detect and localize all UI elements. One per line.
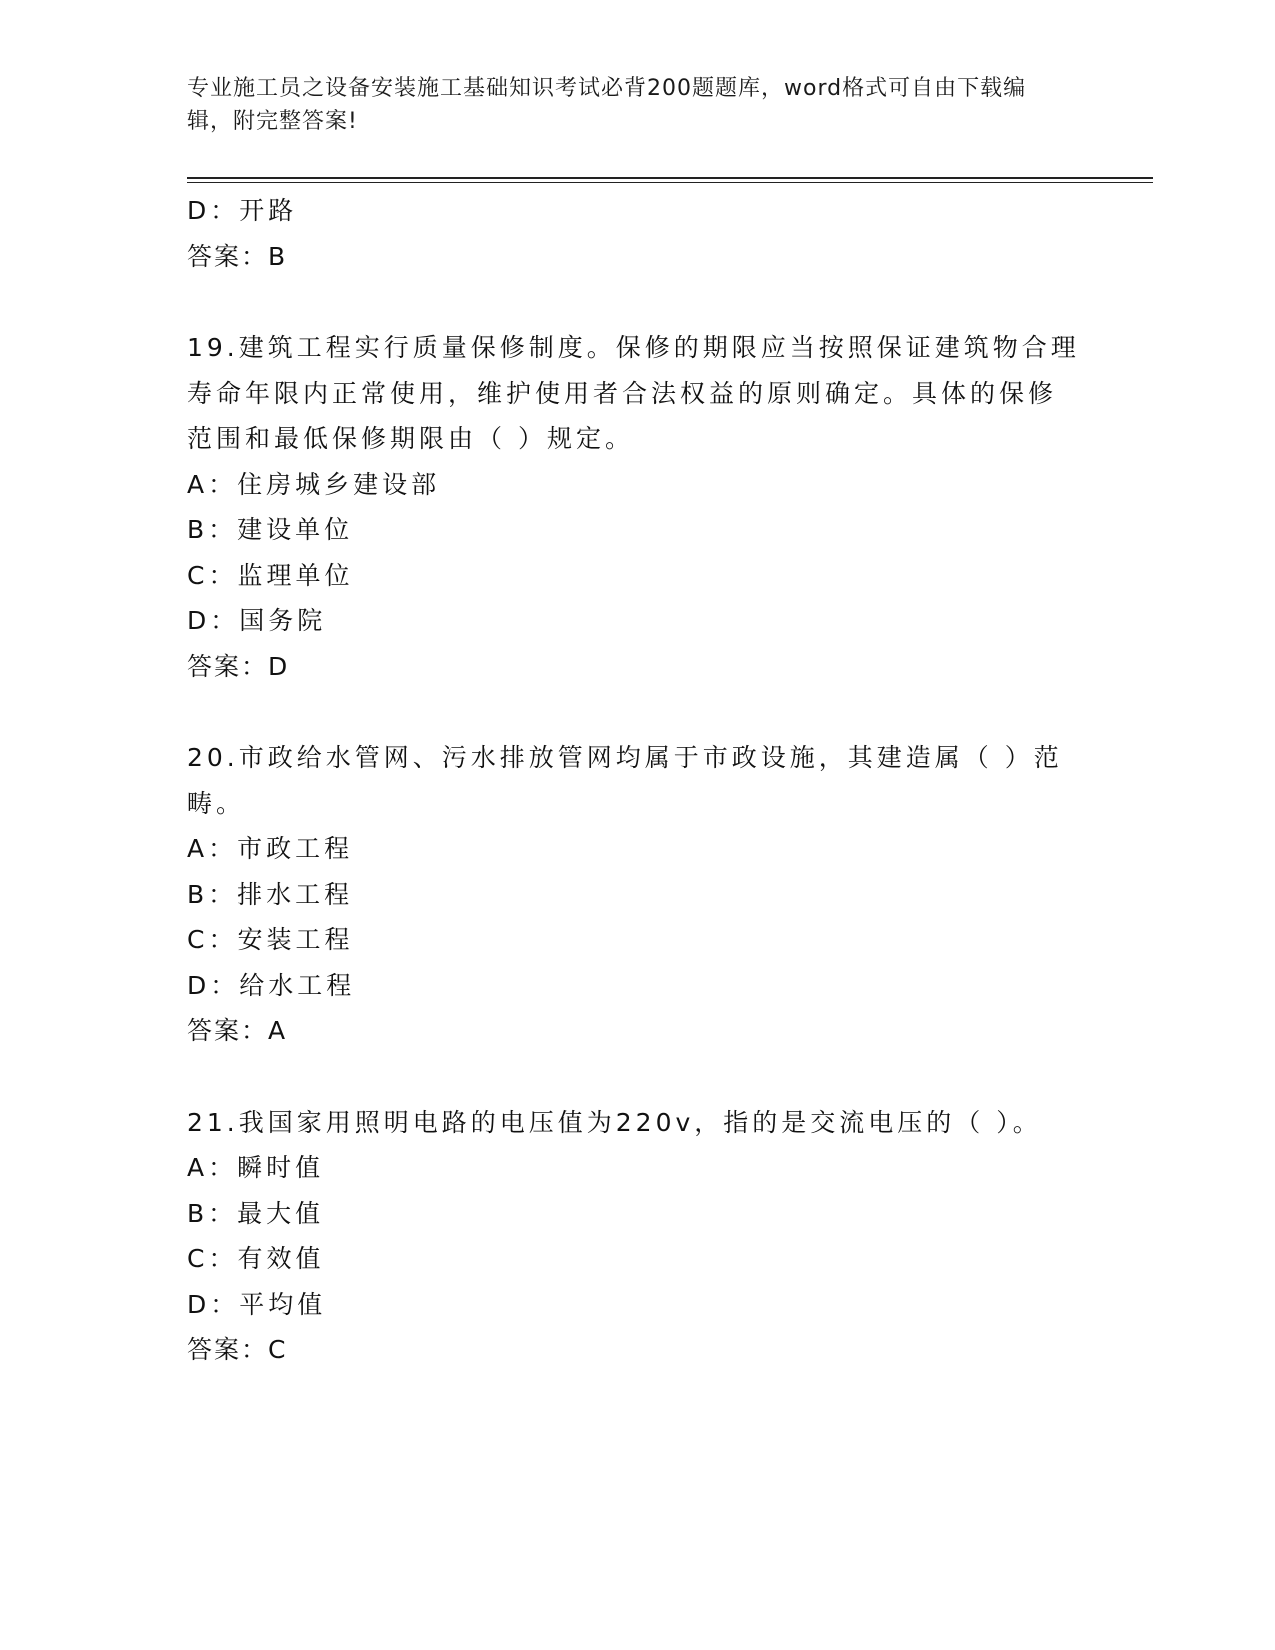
spacer [187, 1054, 1087, 1100]
document-header: 专业施工员之设备安装施工基础知识考试必背200题题库，word格式可自由下载编辑，附完整答案! [187, 76, 1027, 134]
option-c: C：安装工程 [187, 925, 354, 954]
spacer [187, 689, 1087, 735]
option-b: B：建设单位 [187, 515, 354, 544]
question-stem-line: 范围和最低保修期限由（ ）规定。 [187, 424, 634, 453]
question-stem-line: 寿命年限内正常使用，维护使用者合法权益的原则确定。具体的保修 [187, 378, 1058, 408]
question-21 [187, 1100, 1087, 1373]
header-divider-thin [187, 182, 1153, 183]
option-a: A：瞬时值 [187, 1153, 325, 1182]
option-d: D：开路 [187, 196, 298, 225]
answer-line: 答案：A [187, 1016, 288, 1045]
option-d: D：给水工程 [187, 970, 356, 1000]
option-d: D：国务院 [187, 606, 327, 635]
option-a: A：住房城乡建设部 [187, 469, 441, 499]
question-19 [187, 325, 1087, 689]
option-c: C：有效值 [187, 1244, 325, 1273]
question-stem-line: 20.市政给水管网、污水排放管网均属于市政设施，其建造属（ ）范 [187, 743, 1063, 772]
option-b: B：排水工程 [187, 879, 354, 909]
answer-line: 答案：C [187, 1335, 288, 1364]
option-b: B：最大值 [187, 1198, 325, 1228]
option-d: D：平均值 [187, 1289, 327, 1319]
question-stem-line: 19.建筑工程实行质量保修制度。保修的期限应当按照保证建筑物合理 [187, 333, 1080, 362]
answer-line: 答案：D [187, 651, 290, 681]
option-c: C：监理单位 [187, 560, 354, 590]
question-stem-line: 畴。 [187, 788, 246, 818]
spacer [187, 279, 1087, 325]
header-divider-thick [187, 177, 1153, 179]
question-content [187, 188, 1087, 1373]
option-a: A：市政工程 [187, 834, 354, 863]
answer-line: 答案：B [187, 241, 288, 271]
question-20 [187, 735, 1087, 1054]
question-stem-line: 21.我国家用照明电路的电压值为220v，指的是交流电压的（ ）。 [187, 1107, 1042, 1137]
